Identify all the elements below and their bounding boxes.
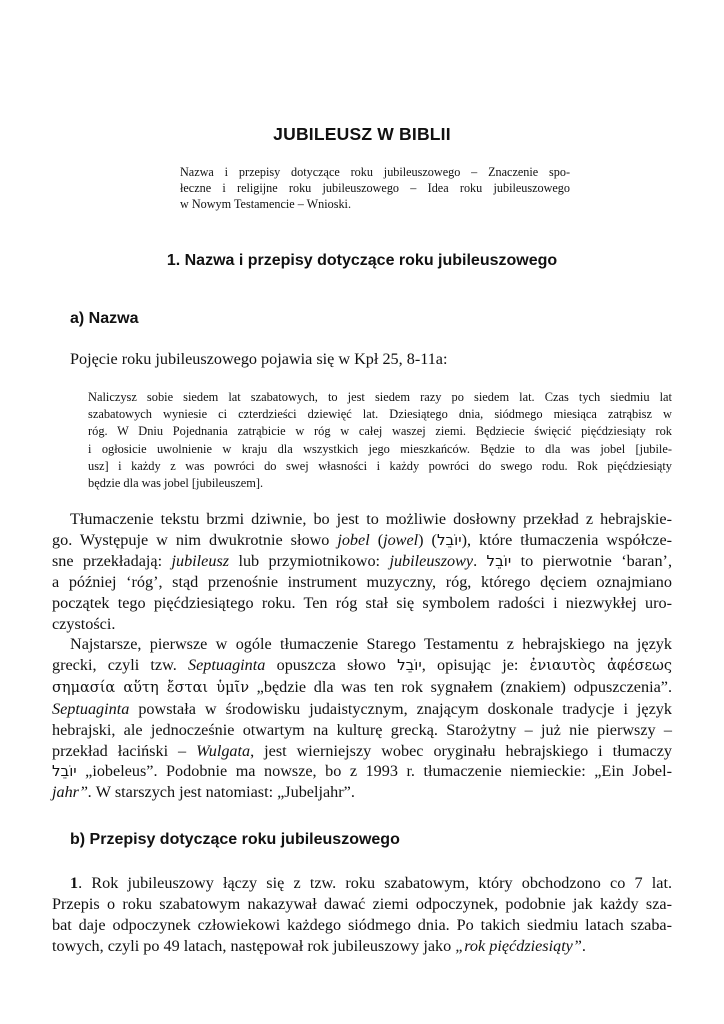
subsection-heading-b: b) Przepisy dotyczące roku jubileuszowego — [70, 831, 400, 848]
quote-line: róg. W Dniu Pojednania zatrąbicie w róg w całej waszej ziemi. Będziecie święcić pięćdziesiąty rok — [88, 424, 672, 439]
quote-line: i ogłosicie uwolnienie w kraju dla wszystkich jego mieszkańców. Będzie to dla was jobel [jubile- — [88, 441, 672, 456]
summary-line: Nazwa i przepisy dotyczące roku jubileuszowego – Znaczenie spo- — [180, 165, 570, 179]
paragraph-line: Septuaginta powstała w środowisku judaistycznym, znającym doskonale tradycje i język — [52, 699, 672, 718]
hebrew-word: יוֹבֵל — [486, 551, 512, 570]
point-number: 1 — [70, 874, 79, 892]
chapter-summary — [180, 164, 570, 212]
paragraph-line: bat daje odpoczynek człowiekowi każdego siódmego dnia. Po takich siedmiu latach szaba- — [52, 915, 672, 934]
paragraph-line: יוֹבֵל „iobeleus”. Podobnie ma nowsze, bo z 1993 r. tłumaczenie niemieckie: „Ein Jobel- — [52, 762, 672, 781]
page-title: JUBILEUSZ W BIBLII — [273, 124, 451, 144]
summary-line: w Nowym Testamencie – Wnioski. — [180, 197, 351, 211]
paragraph-line: σημασία αὕτη ἔσται ὑμῖν „będzie dla was ten rok sygnałem (znakiem) odpuszczenia”. — [52, 677, 672, 696]
paragraph-line: czystości. — [52, 614, 116, 633]
hebrew-word: יוֹבֵל — [436, 530, 462, 549]
paragraph-line: Najstarsze, pierwsze w ogóle tłumaczenie Starego Testamentu z hebrajskiego na język — [70, 635, 672, 653]
subsection-heading-a: a) Nazwa — [70, 310, 139, 327]
paragraph-line: grecki, czyli tzw. Septuaginta opuszcza słowo יוֹבֵל, opisując je: ἐνιαυτὸς ἀφέσεως — [52, 655, 672, 674]
intro-sentence: Pojęcie roku jubileuszowego pojawia się w Kpł 25, 8-11a: — [70, 350, 448, 368]
paragraph-line: hebrajski, ale jednocześnie otwartym na kulturę grecką. Starożytny – już nie pierwszy – — [52, 720, 672, 739]
paragraph-line: sne przekładają: jubileusz lub przymiotnikowo: jubileuszowy. יוֹבֵל to pierwotnie ‘baran’, — [52, 551, 672, 570]
paragraph-line: przekład łaciński – Wulgata, jest wierniejszy wobec oryginału hebrajskiego i tłumaczy — [52, 741, 672, 760]
hebrew-word: יוֹבֵל — [52, 762, 77, 781]
paragraph-septuaginta — [52, 634, 672, 803]
quote-line: szabatowych wyniesie ci czterdzieści dziewięć lat. Dziesiątego dnia, siódmego miesiąca zatrąbisz w — [88, 407, 672, 422]
greek-phrase: ἐνιαυτὸς ἀφέσεως — [529, 657, 672, 674]
quote-line: usz] i każdy z was powróci do swej własności i każdy powróci do swego rodu. Rok pięćdziesiąty — [88, 458, 672, 473]
paragraph-line: a później ‘róg’, stąd przenośnie instrument muzyczny, róg, którego dęciem oznajmiano — [52, 572, 672, 591]
quote-line: będzie dla was jobel [jubileuszem]. — [88, 476, 264, 491]
paragraph-sabbath-year — [52, 873, 672, 957]
summary-line: łeczne i religijne roku jubileuszowego – Idea roku jubileuszowego — [180, 181, 570, 195]
block-quote — [88, 389, 672, 492]
paragraph-line: towych, czyli po 49 latach, następował rok jubileuszowy jako „rok pięćdziesiąty”. — [52, 936, 586, 955]
paragraph-line: go. Występuje w nim dwukrotnie słowo jobel (jowel) (יוֹבֵל), które tłumaczenia współcze- — [52, 530, 673, 549]
greek-phrase: σημασία αὕτη ἔσται ὑμῖν — [52, 679, 250, 696]
paragraph-line: jahr”. W starszych jest natomiast: „Jubeljahr”. — [52, 783, 355, 802]
paragraph-line: 1. Rok jubileuszowy łączy się z tzw. roku szabatowym, który obchodzono co 7 lat. — [70, 874, 672, 892]
paragraph-line: początek tego pięćdziesiątego roku. Ten róg stał się symbolem radości i niezwykłej uro- — [52, 593, 672, 612]
paragraph-line: Tłumaczenie tekstu brzmi dziwnie, bo jest to możliwie dosłowny przekład z hebrajskie- — [70, 510, 672, 528]
hebrew-word: יוֹבֵל — [397, 655, 422, 674]
section-heading: 1. Nazwa i przepisy dotyczące roku jubileuszowego — [166, 252, 558, 269]
paragraph-line: Przepis o roku szabatowym nakazywał dawać ziemi odpoczynek, podobnie jak każdy sza- — [52, 894, 672, 913]
paragraph-translation — [52, 509, 672, 634]
quote-line: Naliczysz sobie siedem lat szabatowych, to jest siedem razy po siedem lat. Czas tych siedmiu lat — [88, 390, 672, 404]
